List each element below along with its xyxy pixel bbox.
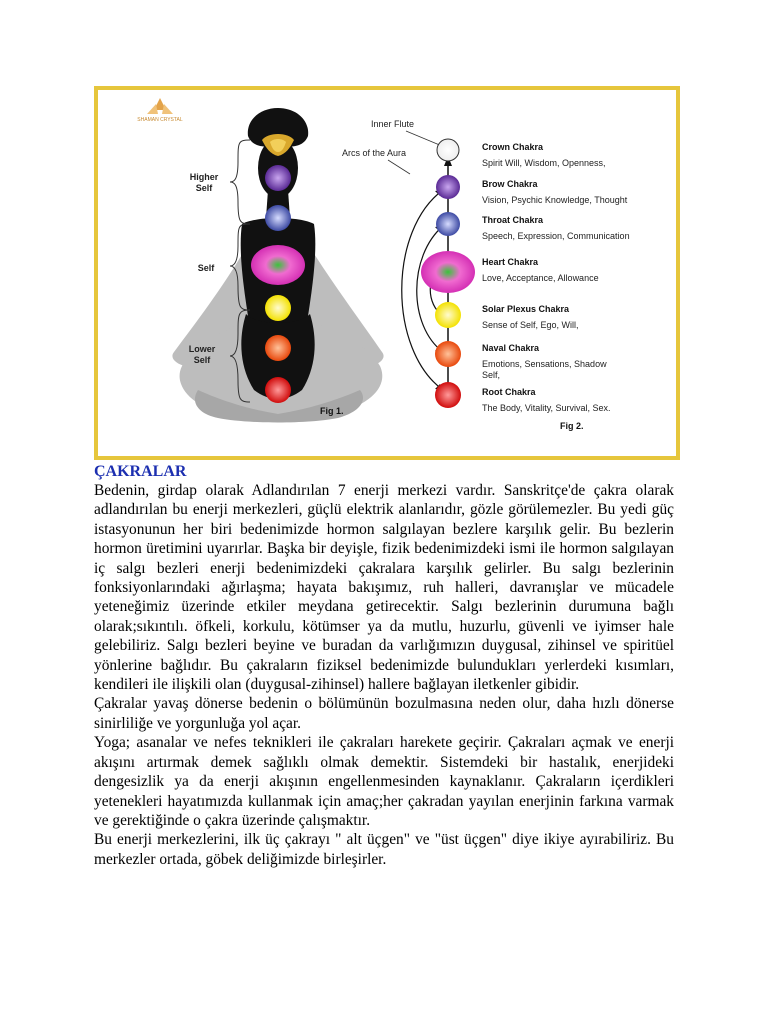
fig2-crown <box>437 139 459 161</box>
chakra-name: Naval Chakra <box>482 343 540 353</box>
lower-self-line2: Self <box>193 355 211 365</box>
chakra-desc: The Body, Vitality, Survival, Sex. <box>482 403 611 413</box>
chakra-name: Throat Chakra <box>482 215 544 225</box>
article <box>94 462 674 869</box>
paragraph: Çakralar yavaş dönerse bedenin o bölümünün bozulmasına neden olur, daha hızlı dönerse sinirliliğe ve yorgunluğa yol açar. <box>94 695 674 732</box>
fig1-heart <box>251 245 305 285</box>
fig2-throat <box>436 212 460 236</box>
fig1-solar <box>265 295 291 321</box>
fig2-root <box>435 382 461 408</box>
chakra-name: Heart Chakra <box>482 257 539 267</box>
logo <box>137 98 183 123</box>
lower-self-line1: Lower <box>188 344 216 354</box>
fig2-heart <box>421 251 475 293</box>
paragraph: Bedenin, girdap olarak Adlandırılan 7 enerji merkezi vardır. Sanskritçe'de çakra olarak adlandırılan bu enerji merkezleri, güçlü elektrik alanlarıdır, gözle görülemezler. Bu yedi güç istasyonunun her biri bedenimizde hormon salgılayan bezlere karşılık gelir. Bu bezlerin hormon üretimini uyarırlar. Başka bir deyişle, fizik bedenimizdeki ismi ile hormon salgılayan iç salgı bezleri enerji bedenimizdeki çakralara karşılık gelirler. Bu salgı bezlerinin fonksiyonlarındaki ağırlaşma; hayata bakışımız, ruh halleri, davranışlar ve mücadele yeteneğimiz üzerinde etkiler meydana getirecektir. Salgı bezlerinin durumuna bağlı olarak;sıkıntılı. öfkeli, korkulu, kötümser ya da mutlu, huzurlu, güvenli ve iyimser hale gelebiliriz. Salgı bezleri beyine ve buradan da varlığımızın duygusal, zihinsel ve spiritüel yönlerine bağlıdır. Bu çakraların fiziksel bedenimizde bulundukları yerlerdeki kısımları, kendileri ile ilişkili olan (duygusal-zihinsel) hallere bağlayan iletkenler gibidir. <box>94 482 674 694</box>
chakra-desc: Love, Acceptance, Allowance <box>482 273 599 283</box>
self-label: Self <box>197 263 215 273</box>
paragraph: Bu enerji merkezlerini, ilk üç çakrayı " alt üçgen" ve "üst üçgen" diye ikiye ayırabiliriz. Bu merkezler ortada, göbek deliğimizde birleşirler. <box>94 831 674 868</box>
arcs-label: Arcs of the Aura <box>342 148 407 158</box>
chakra-desc: Self, <box>482 370 501 380</box>
chakra-name: Crown Chakra <box>482 142 544 152</box>
chakra-desc: Vision, Psychic Knowledge, Thought <box>482 195 628 205</box>
paragraph: Yoga; asanalar ve nefes teknikleri ile çakraları harekete geçirir. Çakraları açmak ve enerji akışını artırmak demek sağlıklı olmak demektir. Sistemdeki bir hastalık, enerjideki dengesizlik ya da enerji akışının engellenmesinden kaynaklanır. Çakraların içerdikleri yetenekleri hayatımızda kullanmak için amaç;her çakradan yayılan enerjinin farkına varmak ve gerektiğinde o çakra üzerinde çalışmaktır. <box>94 734 674 829</box>
chakra-desc: Sense of Self, Ego, Will, <box>482 320 579 330</box>
chakra-desc: Spirit Will, Wisdom, Openness, <box>482 158 606 168</box>
inner-flute-label: Inner Flute <box>371 119 415 129</box>
higher-self-line2: Self <box>195 183 213 193</box>
fig1-brow <box>265 165 291 191</box>
chakra-name: Solar Plexus Chakra <box>482 304 570 314</box>
higher-self-line1: Higher <box>189 172 219 182</box>
chakra-desc: Speech, Expression, Communication <box>482 231 630 241</box>
fig2-naval <box>435 341 461 367</box>
fig1-throat <box>265 205 291 231</box>
chakra-name: Brow Chakra <box>482 179 538 189</box>
fig1-naval <box>265 335 291 361</box>
chakra-diagram <box>98 90 676 456</box>
chakra-name: Root Chakra <box>482 387 536 397</box>
fig1-caption: Fig 1. <box>320 406 344 416</box>
article-title: ÇAKRALAR <box>94 463 187 480</box>
fig2-solar <box>435 302 461 328</box>
fig1-root <box>265 377 291 403</box>
logo-text: SHAMAN CRYSTAL <box>137 117 183 123</box>
chakra-figure <box>94 86 680 460</box>
fig2-brow <box>436 175 460 199</box>
chakra-labels <box>482 142 630 413</box>
chakra-desc: Emotions, Sensations, Shadow <box>482 359 607 369</box>
fig2-caption: Fig 2. <box>560 421 584 431</box>
